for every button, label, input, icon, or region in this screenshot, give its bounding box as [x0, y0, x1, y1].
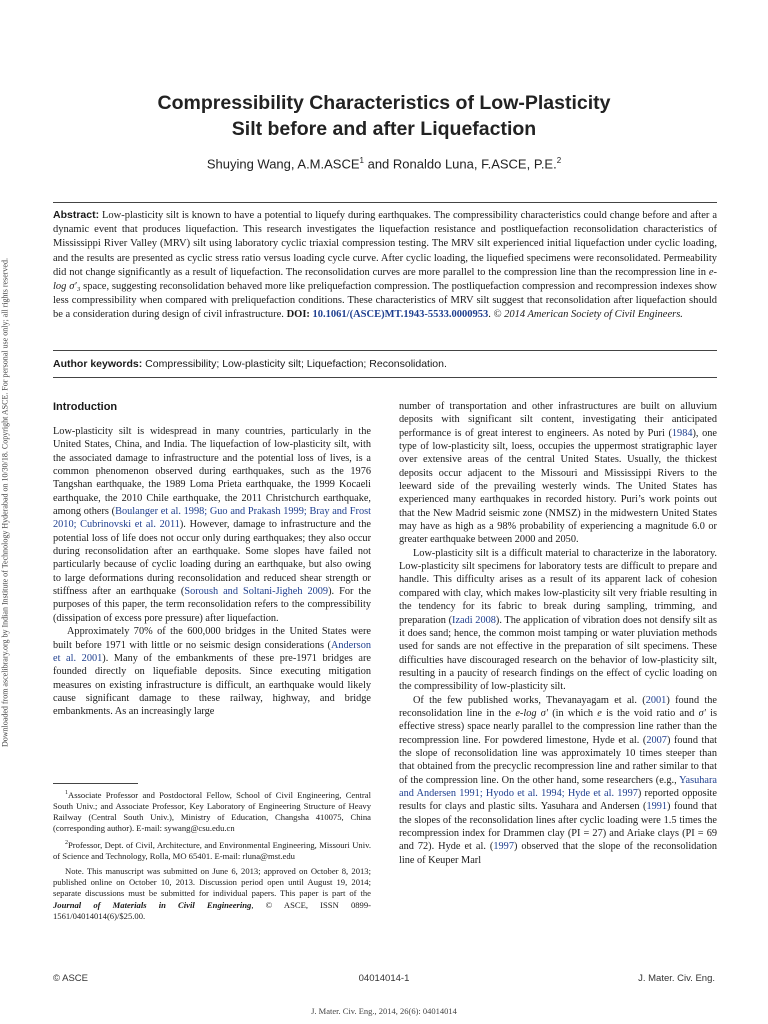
footnote-text: Professor, Dept. of Civil, Architecture, and Environmental Engineering, Missouri Univ. of Science and Technology, Rolla, MO 65401. E-mail: rluna@mst.edu [53, 840, 371, 862]
author-1: Shuying Wang, A.M.ASCE [206, 156, 360, 172]
text: ). However, damage to infrastructure and the potential loss of life does not occur only during earthquakes; they also occur during reconsolidation after an earthquake. Some slopes have failed not particularly because of cyclic loading during an earthquake, but also owing to large deformations during reconsolidation and reduced shear strength or stiffness after an earthquake ( [53, 519, 371, 598]
citation-link[interactable]: 1984 [671, 427, 693, 439]
text: ) found that the slope of reconsolidation line was approximately 10 times steeper than that obtained from the precyclic recompression line and rather similar to that of the compression line. On the other hand, some researchers (e.g., [399, 734, 717, 786]
doi-label: DOI: [286, 309, 313, 321]
right-paragraph-1 [399, 400, 717, 547]
author-1-affil: 1 [359, 156, 364, 165]
abstract [53, 208, 717, 323]
inline-math: e [597, 707, 602, 719]
text: is the void ratio and [601, 707, 699, 719]
citation-link[interactable]: Anderson et al. 2001 [53, 639, 371, 664]
footer-copyright: © ASCE [53, 973, 88, 984]
footnote-marker: 1 [65, 790, 68, 796]
abstract-copyright: © 2014 American Society of Civil Engineers. [493, 309, 683, 321]
abstract-text-1: Low-plasticity silt is known to have a potential to liquefy during earthquakes. The compressibility characteristics could change before and after a dynamic event that produces liquefaction. This research investigates the liquefaction resistance and postliquefaction reconsolidation characteristics of Mississippi River Valley (MRV) silt using laboratory cyclic triaxial compression testing. The MRV silt experienced initial liquefaction under cyclic loading, and the results are presented as cyclic stress ratio versus loading cycle curve. After cyclic loading, the liquefied specimens were reconsolidated. Permeability did not change significantly as a result of liquefaction. The reconsolidation curves are more parallel to the compression line than the recompression line in [53, 210, 717, 278]
intro-paragraph-2 [53, 625, 371, 718]
right-paragraph-2 [399, 547, 717, 694]
text: is effective stress) space nearly parallel to the compression line rather than the recompression line. For powdered limestone, Hyde et al. ( [399, 707, 718, 746]
text: Low-plasticity silt is widespread in many countries, particularly in the United States, China, and India. The liquefaction of low-plasticity silt, with the associated damage to infrastructure and the potential loss of lives, is a common phenomenon observed during earthquakes, such as the 1976 Tangshan earthquake, the 1989 Loma Prieta earthquake, the 1999 Kocaeli earthquake, the 2010 Chile earthquake, the 2011 Christchurch earthquake, among others ( [53, 426, 371, 518]
text: number of transportation and other infrastructures are built on alluvium deposits with significant silt content, investigating their anticipated performance is of great interest to engineers. As noted by Puri ( [399, 401, 717, 439]
citation-line: J. Mater. Civ. Eng., 2014, 26(6): 04014014 [311, 1006, 457, 1016]
article-title [60, 90, 708, 142]
text: Approximately 70% of the 600,000 bridges in the United States were built before 1971 with little or no seismic design considerations ( [53, 626, 371, 651]
intro-paragraph-1 [53, 425, 371, 625]
footnote-marker: 2 [65, 840, 68, 847]
author-2: Ronaldo Luna, F.ASCE, P.E. [392, 156, 557, 172]
citation-link[interactable]: Boulanger et al. 1998; Guo and Prakash 1999; Bray and Frost 2010; Cubrinovski et al. 2011 [53, 506, 371, 531]
download-notice: Downloaded from ascelibrary.org by Indian Institute of Technology Hyderabad on 10/30/18. Copyright ASCE. For personal use only; all rights reserved. [0, 258, 10, 747]
text: ) found that the slopes of the reconsolidation lines after cyclic loading were 1.5 times the recompression index for Drammen clay (PI = 27) and Ariake clays (PI = 69 and 72). Hyde et al. ( [399, 801, 717, 853]
text: ) found the reconsolidation line in the [399, 694, 717, 719]
doi-link[interactable]: 10.1061/(ASCE)MT.1943-5533.0000953 [312, 309, 489, 321]
abstract-top-rule [53, 202, 717, 203]
keywords-label: Author keywords: [53, 358, 143, 370]
citation-link[interactable]: Soroush and Soltani-Jigheh 2009 [184, 586, 329, 598]
section-heading-introduction: Introduction [53, 401, 118, 413]
abstract-label: Abstract: [53, 209, 100, 221]
text: ). For the purposes of this paper, the term reconsolidation refers to the compressibility (dissipation of excess pore pressure) after liquefaction. [53, 586, 371, 624]
text: ) observed that the slope of the reconsolidation line of Keuper Marl [399, 841, 717, 866]
author-2-affil: 2 [556, 156, 562, 165]
keywords-text: Compressibility; Low-plasticity silt; Liquefaction; Reconsolidation. [142, 358, 447, 370]
citation-link[interactable]: 2007 [646, 734, 667, 746]
footnote-text: Note. This manuscript was submitted on June 6, 2013; approved on October 8, 2013; published online on October 10, 2013. Discussion period open until August 19, 2014; separate discussions must be submitted for individual papers. This paper is part of the [53, 866, 371, 899]
footer-journal: J. Mater. Civ. Eng. [638, 973, 715, 984]
text: Of the few published works, Thevanayagam et al. ( [413, 694, 646, 706]
footnote-rule [53, 783, 138, 784]
text: ) reported opposite results for clays and plastic silts. Yasuhara and Andersen ( [399, 787, 717, 813]
footnote-1 [53, 788, 371, 834]
text: ). The application of vibration does not densify silt as it does sand; hence, the common moist tamping or water pluviation methods used for sands are not effective in the preparation of silt specimens. These difficulties have discouraged research on the behavior of low-plasticity silt, resulting in a paucity of research findings on the effect of cyclic loading on the compressibility of low-plasticity silt. [399, 614, 717, 693]
journal-name: Journal of Materials in Civil Engineering [53, 899, 252, 910]
citation-link[interactable]: 1997 [493, 841, 514, 853]
title-line-1: Compressibility Characteristics of Low-Plasticity [157, 92, 611, 114]
citation-link[interactable]: 2001 [645, 694, 667, 706]
citation-link[interactable]: 1991 [646, 801, 668, 813]
footnote-text: , © ASCE, ISSN 0899-1561/04014014(6)/$25.00. [53, 899, 371, 921]
abstract-text-2: space, suggesting reconsolidation behaved more like preliquefaction compression. The postliquefaction compression and recompression indexes show less compressibility when compared with preliquefaction conditions. These characteristics of MRV silt suggest that reconsolidation after liquefaction should be a consideration during design of civil infrastructure. [53, 281, 717, 321]
footnotes [53, 788, 371, 926]
keywords-top-rule [53, 350, 717, 351]
right-column [399, 400, 717, 867]
text: ), one type of low-plasticity silt, loess, occupies the uppermost stratigraphic layer over extensive areas of the central United States. Usually, the thickest deposits occur adjacent to the Missouri and Mississippi Rivers to the leeward side of the prevailing westerly winds. The United States has experienced many earthquakes in recorded history. Puri’s work points out that the New Madrid seismic zone (NMSZ) in the midwestern United States may have as high as a 98% probability of experiencing a magnitude 6.0 or greater earthquake between 2000 and 2050. [399, 427, 717, 546]
abstract-text-3: . [488, 309, 494, 321]
author-conjunction: and [363, 156, 393, 172]
abstract-math: e-log σ′₃ [53, 266, 717, 293]
citation-link[interactable]: Izadi 2008 [452, 614, 496, 626]
text: Low-plasticity silt is a difficult material to characterize in the laboratory. Low-plasticity silt specimens for laboratory tests are difficult to prepare and handle. This difficulty arises as a result of its apparent lack of cohesion compared with clay, which makes low-plasticity silt very friable resulting in the tendency for its fabric to break during sampling, trimming, and preparation ( [399, 547, 717, 626]
footnote-2 [53, 838, 371, 862]
right-paragraph-3 [399, 694, 717, 867]
author-keywords [53, 357, 717, 372]
footnote-text: Associate Professor and Postdoctoral Fellow, School of Civil Engineering, Central South Univ.; and Associate Professor, Key Laboratory of Engineering Structure of Heavy Railway (Central South Univ.), Ministry of Education, Changsha 410075, China (corresponding author). E-mail: sywang@csu.edu.cn [53, 789, 371, 834]
left-column [53, 425, 371, 719]
footer-page-id: 04014014-1 [358, 973, 410, 984]
keywords-bottom-rule [53, 377, 717, 378]
title-line-2: Silt before and after Liquefaction [231, 118, 537, 140]
text: ). Many of the embankments of these pre-1971 bridges are founded directly on liquefiable deposits. Since executing mitigation measures on existing infrastructure is difficult, an earthquake would likely cause significant damage to these railway, highway, and bridge embankments. As an increasingly large [53, 652, 371, 718]
inline-math: e-log σ′ [515, 707, 549, 719]
inline-math: σ′ [698, 707, 706, 719]
author-line [60, 156, 708, 171]
citation-link[interactable]: Yasuhara and Andersen 1991; Hyodo et al. 1994; Hyde et al. 1997 [399, 774, 717, 799]
footnote-note [53, 866, 371, 921]
text: (in which [548, 707, 598, 719]
